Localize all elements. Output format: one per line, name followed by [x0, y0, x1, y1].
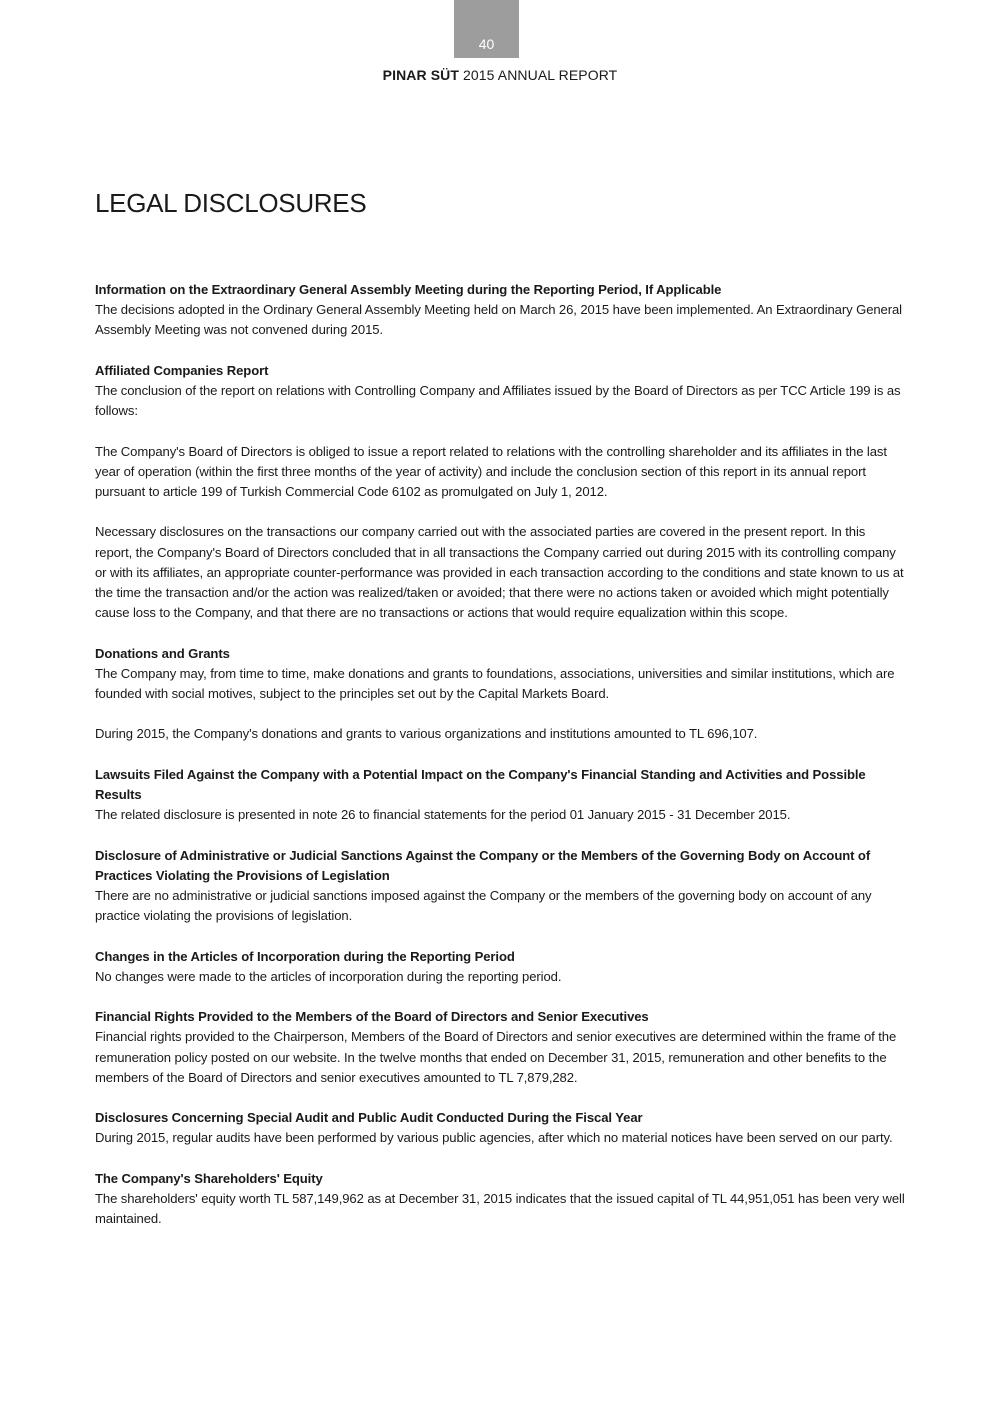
section-donations-and-grants — [95, 644, 905, 745]
running-header — [0, 67, 1000, 83]
section-paragraph: The conclusion of the report on relations with Controlling Company and Affiliates issued by the Board of Directors as per TCC Article 199 is as follows: — [95, 383, 901, 419]
section-extraordinary-general-assembly — [95, 280, 905, 341]
section-paragraph: No changes were made to the articles of incorporation during the reporting period. — [95, 968, 562, 984]
section-paragraph: The Company's Board of Directors is obliged to issue a report related to relations with the controlling shareholder and its affiliates in the last year of operation (within the first three months of the year of activity) and include the conclusion section of this report in its annual report pursuant to article 199 of Turkish Commercial Code 6102 as promulgated on July 1, 2012. — [95, 443, 887, 499]
section-affiliated-companies-report — [95, 361, 905, 624]
section-articles-of-incorporation — [95, 947, 905, 987]
section-shareholders-equity — [95, 1169, 905, 1230]
section-heading: The Company's Shareholders' Equity — [95, 1170, 323, 1186]
section-paragraph: During 2015, regular audits have been performed by various public agencies, after which no material notices have been served on our party. — [95, 1130, 893, 1146]
section-sanctions — [95, 846, 905, 927]
page-title: LEGAL DISCLOSURES — [95, 188, 367, 218]
section-heading: Financial Rights Provided to the Members of the Board of Directors and Senior Executives — [95, 1009, 649, 1025]
section-lawsuits — [95, 765, 905, 826]
section-heading: Disclosures Concerning Special Audit and Public Audit Conducted During the Fiscal Year — [95, 1110, 643, 1126]
page-number: 40 — [478, 36, 495, 52]
section-financial-rights — [95, 1007, 905, 1088]
section-paragraph: The Company may, from time to time, make donations and grants to foundations, associations, universities and similar institutions, which are founded with social motives, subject to the principles set out by the Capital Markets Board. — [95, 665, 895, 701]
section-paragraph: During 2015, the Company's donations and grants to various organizations and institutions amounted to TL 696,107. — [95, 726, 758, 742]
section-paragraph: The related disclosure is presented in note 26 to financial statements for the period 01 January 2015 - 31 December 2015. — [95, 807, 791, 823]
section-heading: Lawsuits Filed Against the Company with a Potential Impact on the Company's Financial Standing and Activities and Possible Results — [95, 766, 866, 802]
section-special-and-public-audit — [95, 1108, 905, 1148]
section-heading: Information on the Extraordinary General Assembly Meeting during the Reporting Period, If Applicable — [95, 282, 722, 297]
section-paragraph: There are no administrative or judicial sanctions imposed against the Company or the members of the governing body on account of any practice violating the provisions of legislation. — [95, 887, 872, 924]
page-number-tab — [454, 0, 519, 58]
section-heading: Changes in the Articles of Incorporation during the Reporting Period — [95, 948, 515, 964]
section-paragraph: The decisions adopted in the Ordinary General Assembly Meeting held on March 26, 2015 have been implemented. An Extraordinary General Assembly Meeting was not convened during 2015. — [95, 302, 902, 338]
section-heading: Affiliated Companies Report — [95, 362, 269, 378]
section-paragraph: The shareholders' equity worth TL 587,149,962 as at December 31, 2015 indicates that the issued capital of TL 44,951,051 has been very well maintained. — [95, 1190, 905, 1227]
section-paragraph: Financial rights provided to the Chairperson, Members of the Board of Directors and senior executives are determined within the frame of the remuneration policy posted on our website. In the twelve months that ended on December 31, 2015, remuneration and other benefits to the members of the Board of Directors and senior executives amounted to TL 7,879,282. — [95, 1029, 897, 1085]
section-paragraph: Necessary disclosures on the transactions our company carried out with the associated parties are covered in the present report. In this report, the Company's Board of Directors concluded that in all transactions the Company carried out during 2015 with its controlling company or with its affiliates, an appropriate counter-performance was provided in each transaction according to the conditions and state known to us at the time the transaction and/or the action was realized/taken or avoided; that there were no actions taken or avoided which might potentially cause loss to the Company, and that there are no transactions or actions that would require equalization within this scope. — [95, 524, 904, 621]
report-title: 2015 ANNUAL REPORT — [463, 67, 618, 83]
section-heading: Donations and Grants — [95, 645, 230, 661]
document-body — [95, 280, 905, 1250]
brand-name: PINAR SÜT — [382, 67, 460, 83]
section-heading: Disclosure of Administrative or Judicial Sanctions Against the Company or the Members of the Governing Body on Account of Practices Violating the Provisions of Legislation — [95, 847, 871, 883]
